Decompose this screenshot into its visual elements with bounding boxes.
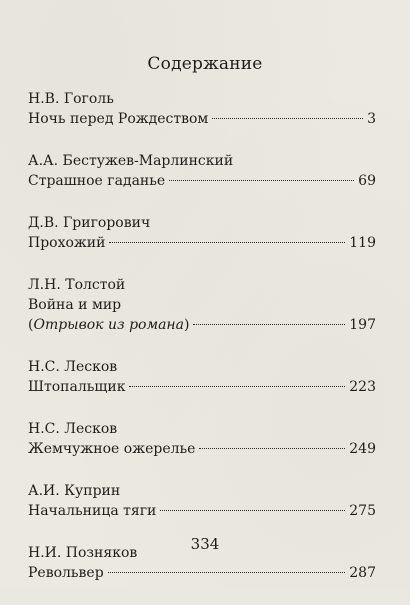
toc-row[interactable]: [28, 315, 376, 335]
toc-row[interactable]: [28, 377, 376, 397]
toc-author: А.А. Бестужев-Марлинский: [28, 153, 234, 169]
toc-page-number: 249: [349, 441, 376, 457]
toc-entry: [28, 151, 376, 213]
subtitle-italic: Отрывок из романа: [33, 317, 184, 333]
dot-leader: [109, 242, 345, 243]
toc-page-number: 3: [367, 111, 376, 127]
toc-page-number: 197: [349, 317, 376, 333]
toc-work-title: Начальница тяги: [28, 503, 157, 519]
dot-leader: [199, 448, 345, 449]
dot-leader: [108, 572, 346, 573]
toc-row[interactable]: [28, 501, 376, 521]
toc-entry: [28, 419, 376, 481]
paren-open: (: [28, 317, 34, 333]
toc-row[interactable]: [28, 563, 376, 583]
table-of-contents: [28, 89, 376, 605]
toc-entry: [28, 213, 376, 275]
dot-leader: [160, 510, 345, 511]
toc-author: А.И. Куприн: [28, 483, 121, 499]
toc-work-title: Штопальщик: [28, 379, 126, 395]
toc-row[interactable]: [28, 233, 376, 253]
toc-work-title: Жемчужное ожерелье: [28, 441, 196, 457]
toc-page-number: 275: [349, 503, 376, 519]
toc-page-number: 287: [349, 565, 376, 581]
dot-leader: [129, 386, 345, 387]
toc-author: Н.В. Гоголь: [28, 91, 114, 107]
toc-author: Н.И. Позняков: [28, 545, 138, 561]
paren-close: ): [184, 317, 190, 333]
toc-author: Л.Н. Толстой: [28, 277, 126, 293]
toc-page-number: 223: [349, 379, 376, 395]
toc-entry: [28, 275, 376, 357]
toc-entry: [28, 89, 376, 151]
toc-author: Н.С. Лесков: [28, 421, 118, 437]
dot-leader: [212, 118, 363, 119]
page-number-footer: 334: [190, 535, 220, 553]
dot-leader: [193, 324, 345, 325]
toc-work-title: Страшное гаданье: [28, 173, 166, 189]
toc-row[interactable]: [28, 439, 376, 459]
toc-row[interactable]: [28, 109, 376, 129]
toc-work-title: Ночь перед Рождеством: [28, 111, 209, 127]
toc-work-title: Прохожий: [28, 235, 106, 251]
toc-page-number: 119: [349, 235, 376, 251]
page-title: Содержание: [147, 54, 263, 74]
toc-work-title: Револьвер: [28, 565, 104, 581]
dot-leader: [169, 180, 354, 181]
toc-row[interactable]: [28, 171, 376, 191]
toc-entry: [28, 357, 376, 419]
toc-entry: [28, 481, 376, 543]
toc-work-title: Война и мир: [28, 297, 122, 313]
toc-author: Д.В. Григорович: [28, 215, 151, 231]
toc-work-subtitle: [28, 315, 189, 335]
toc-page-number: 69: [358, 173, 376, 189]
toc-author: Н.С. Лесков: [28, 359, 118, 375]
